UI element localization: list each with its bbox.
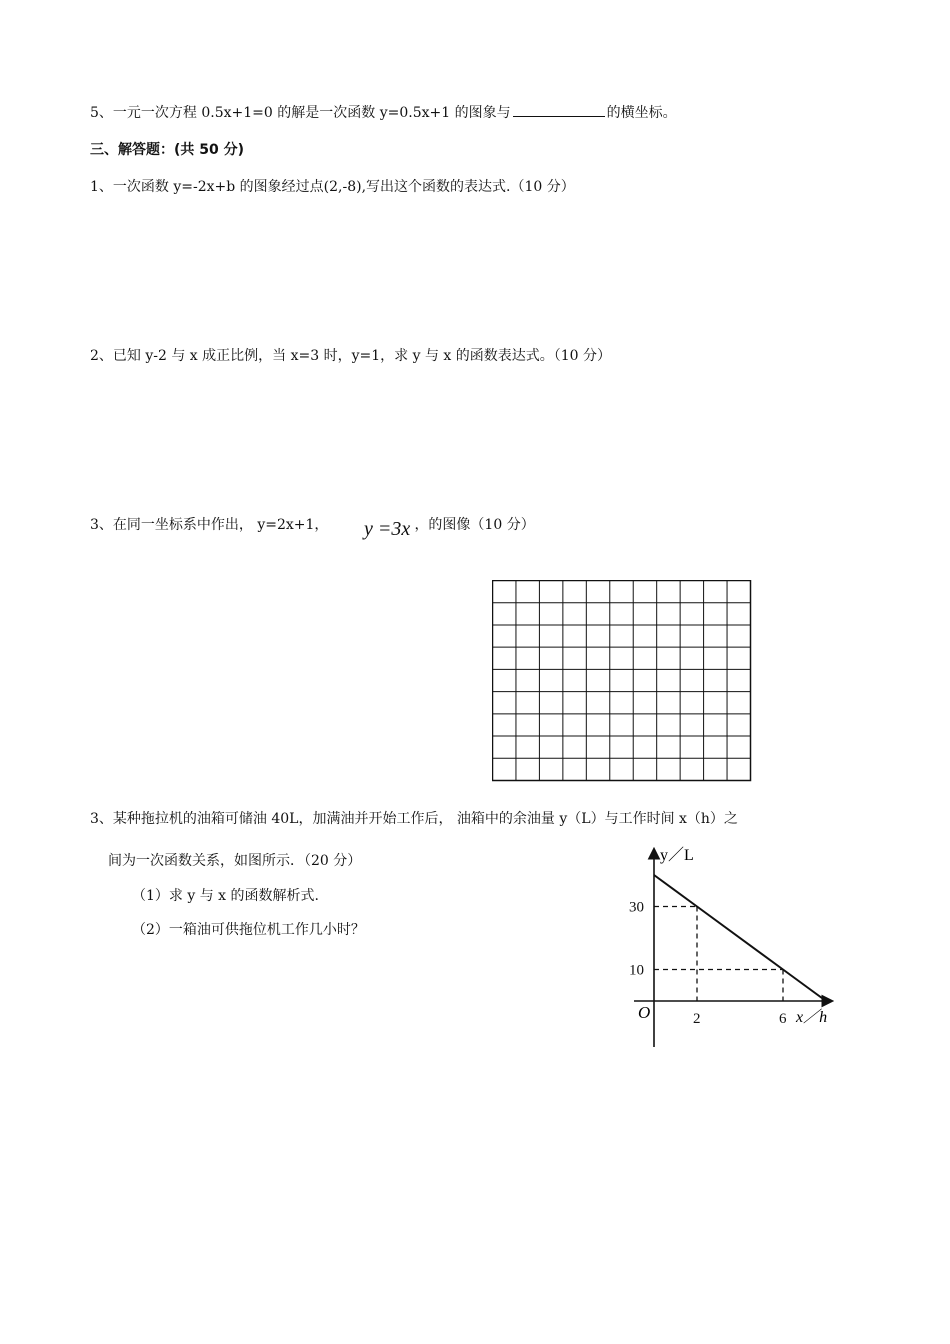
fuel-line xyxy=(654,875,826,1001)
problem-3 xyxy=(90,514,535,534)
blank-grid xyxy=(492,580,752,782)
x-axis-label: x／h xyxy=(796,1009,828,1026)
q5-suffix: 的横坐标。 xyxy=(606,105,677,121)
section-title: 三、解答题：(共 50 分) xyxy=(90,142,245,158)
problem-3-prefix: 3、在同一坐标系中作出， y=2x+1， xyxy=(90,517,329,533)
y-tick-label: 10 xyxy=(629,962,644,979)
answer-blank xyxy=(513,102,605,117)
problem-1: 1、一次函数 y=-2x+b 的图象经过点(2,-8),写出这个函数的表达式.（10 分） xyxy=(90,179,575,195)
problem-4-sub2: （2）一箱油可供拖位机工作几小时？ xyxy=(132,922,365,938)
question-5 xyxy=(90,102,677,122)
x-tick-label: 6 xyxy=(779,1011,787,1027)
grid-border xyxy=(493,581,751,781)
fuel-chart xyxy=(626,842,846,1052)
formula-y-3x: y =3x xyxy=(364,518,411,540)
problem-4-sub1: （1）求 y 与 x 的函数解析式. xyxy=(132,888,319,904)
q5-prefix: 5、一元一次方程 0.5x+1=0 的解是一次函数 y=0.5x+1 的图象与 xyxy=(90,105,511,121)
problem-4-line2: 间为一次函数关系，如图所示．（20 分） xyxy=(108,853,362,869)
y-tick-label: 30 xyxy=(629,899,644,916)
x-tick-label: 2 xyxy=(693,1011,701,1027)
problem-3-suffix: ，的图像（10 分） xyxy=(414,517,535,533)
origin-label: O xyxy=(638,1003,651,1022)
y-axis-label: y／L xyxy=(660,847,694,864)
problem-2: 2、已知 y-2 与 x 成正比例，当 x=3 时，y=1，求 y 与 x 的函数表达式。（10 分） xyxy=(90,348,611,364)
problem-4-line1: 3、某种拖拉机的油箱可储油 40L，加满油并开始工作后， 油箱中的余油量 y（L）与工作时间 x（h）之 xyxy=(90,811,738,827)
